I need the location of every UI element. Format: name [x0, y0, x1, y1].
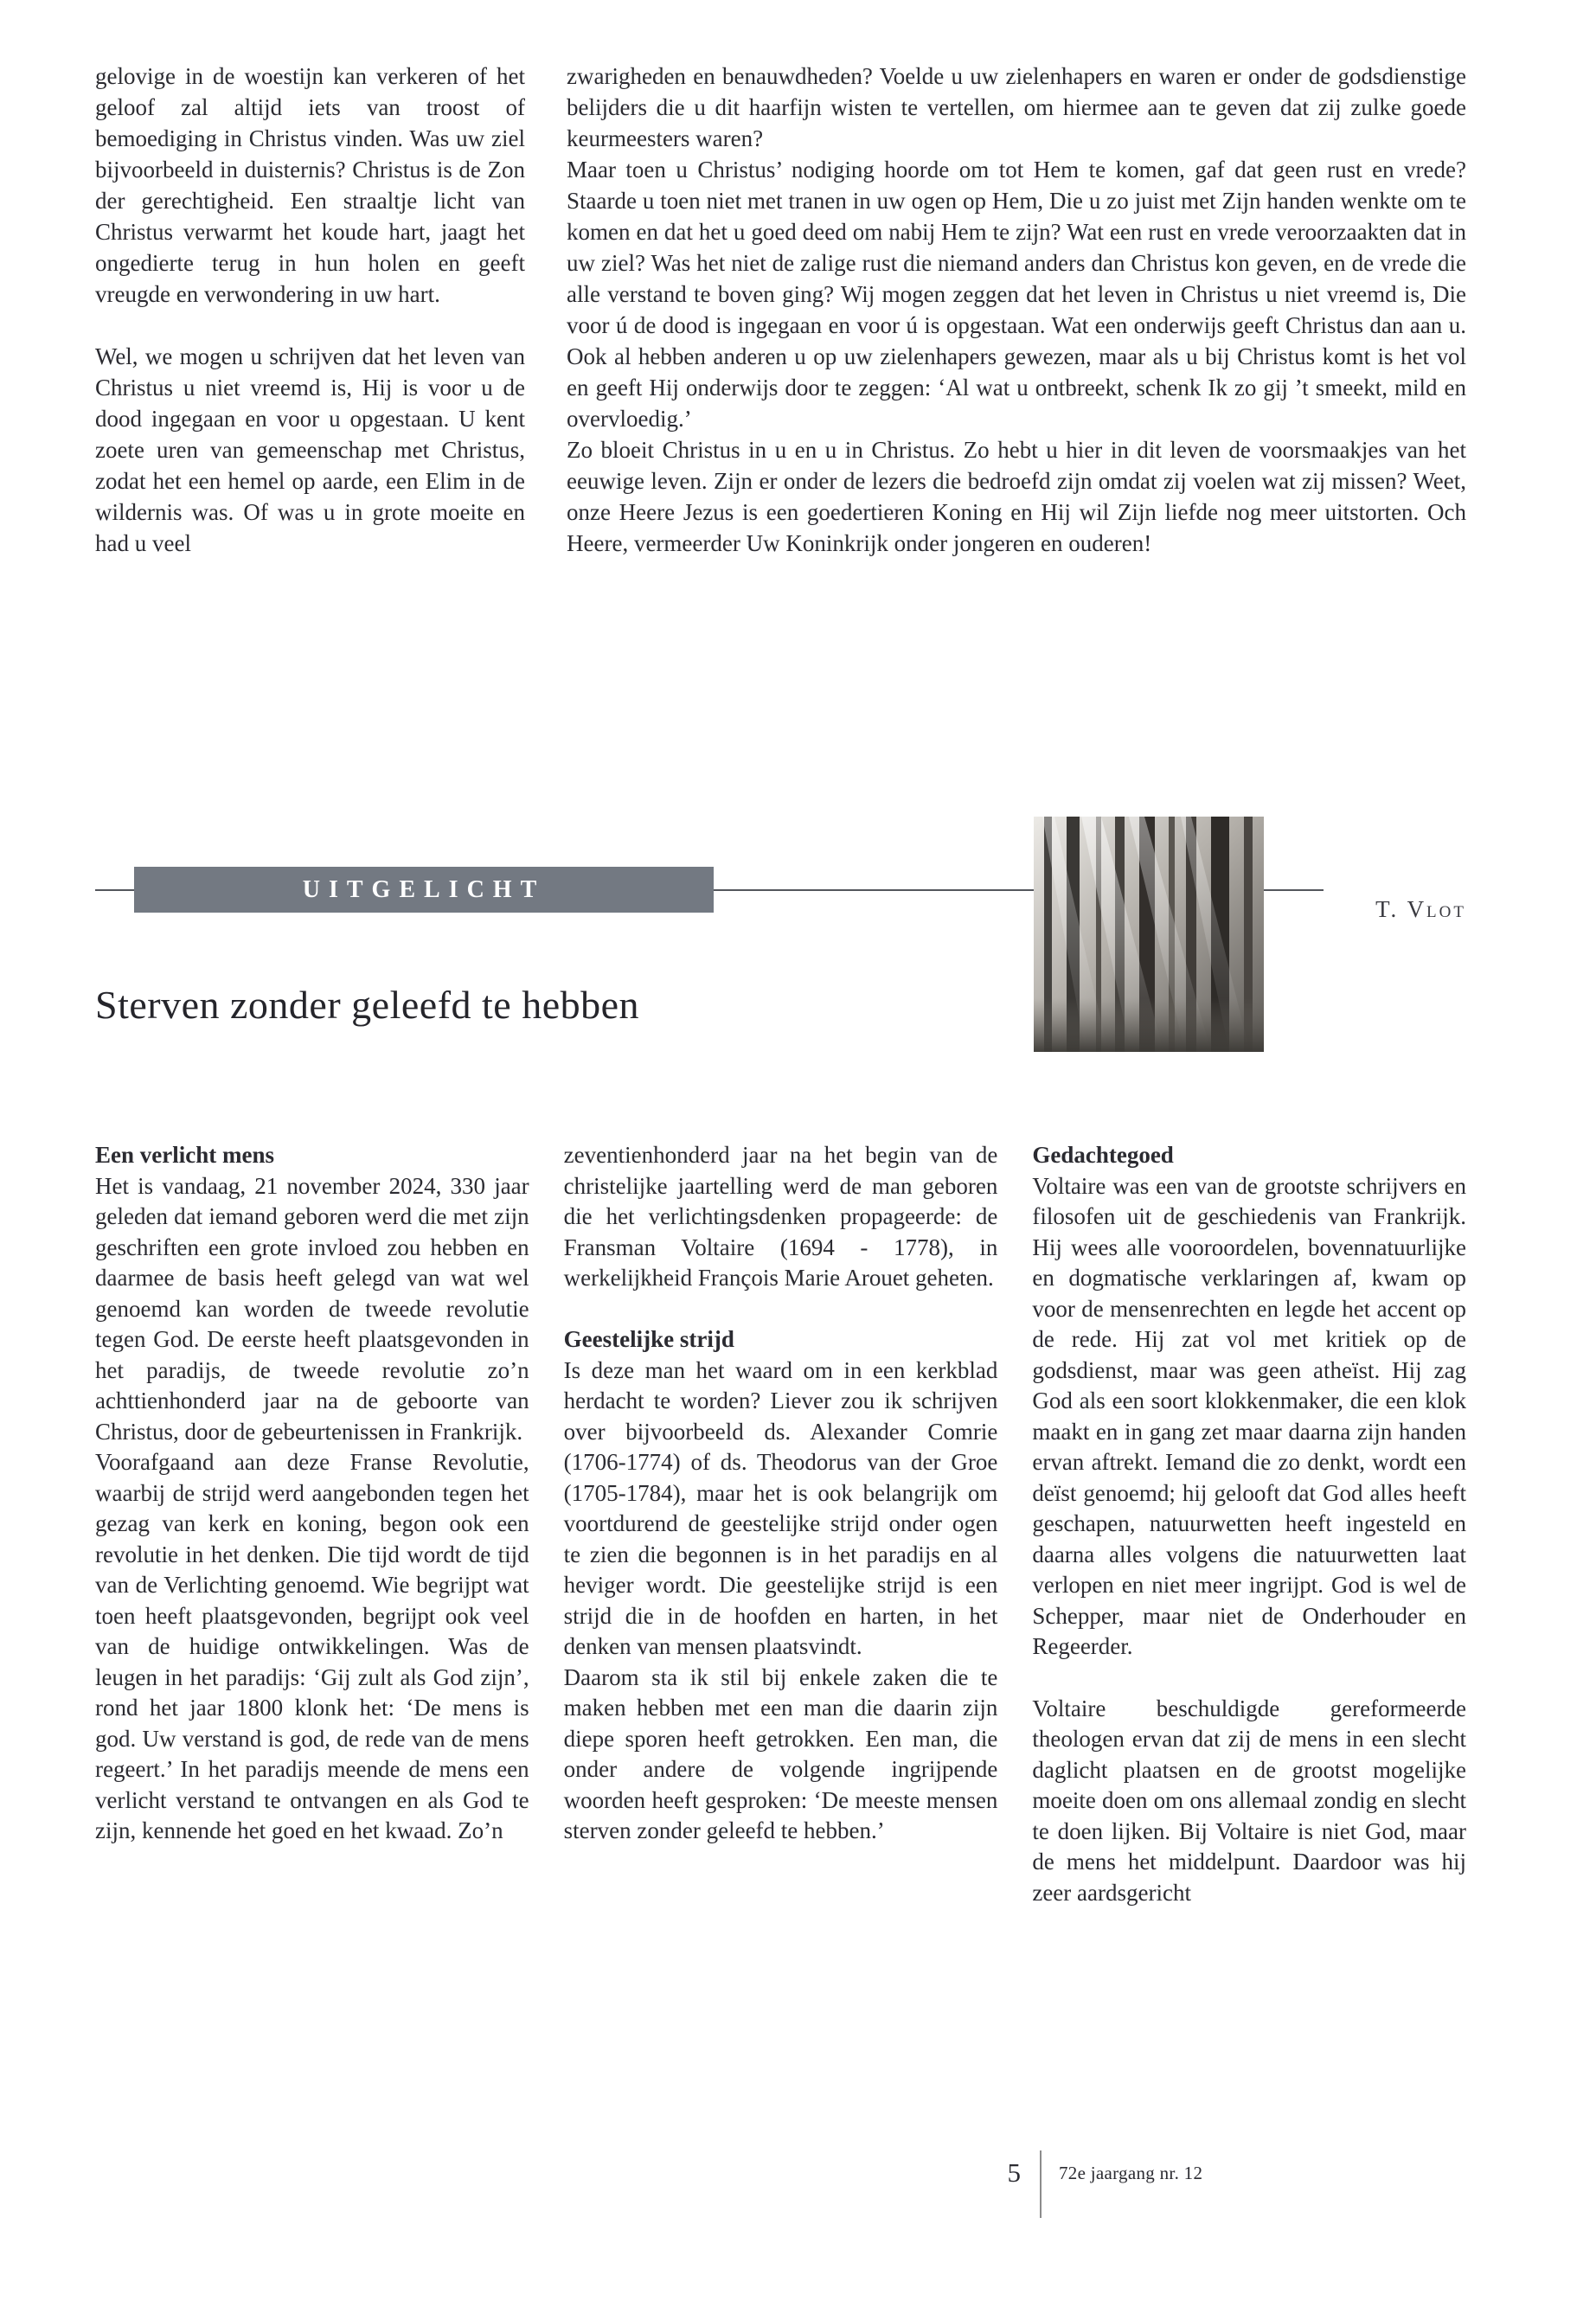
body-column-1 [95, 1140, 529, 1908]
paragraph: gelovige in de woestijn kan verkeren of het geloof zal altijd iets van troost of bemoediging in Christus vinden. Was uw ziel bijvoorbeeld in duisternis? Christus is de Zon der gerechtigheid. Een straaltje licht van Christus verwarmt het koude hart, jaagt het ongedierte terug in hun holen en geeft vreugde en verwondering in uw hart. [95, 63, 525, 307]
forest-sunbeams-photo [1034, 817, 1264, 1052]
paragraph: Zo bloeit Christus in u en u in Christus. Zo hebt u hier in dit leven de voorsmaakjes van het eeuwige leven. Zijn er onder de lezers die bedroefd zijn omdat zij voelen wat zij missen? Weet, onze Heere Jezus is een goedertieren Koning en Hij wil Zijn liefde nog meer uitstorten. Och Heere, vermeerder Uw Koninkrijk onder jongeren en ouderen! [567, 437, 1466, 556]
paragraph: Voltaire was een van de grootste schrijvers en filosofen uit de geschiedenis van Frankrijk. Hij wees alle vooroordelen, bovennatuurlijke en dogmatische verklaringen af, kwam op voor de mensenrechten en legde het accent op de rede. Hij zat vol met kritiek op de godsdienst, maar was geen atheïst. Hij zag God als een soort klokkenmaker, die een klok maakt en in gang zet maar daarna zijn handen ervan aftrekt. Iemand die zo denkt, wordt een deïst genoemd; hij gelooft dat God alles heeft geschapen, natuurwetten heeft ingesteld en daarna alles volgens die natuurwetten laat verlopen en niet meer ingrijpt. God is wel de Schepper, maar niet de Onderhouder en Regeerder. [1032, 1172, 1467, 1659]
intro-right-column [567, 61, 1466, 559]
issue-label: 72e jaargang nr. 12 [1059, 2163, 1203, 2183]
forest-photo-graphic [1034, 817, 1264, 1052]
subheading-geestelijke-strijd: Geestelijke strijd [563, 1326, 734, 1352]
paragraph: Is deze man het waard om in een kerkblad herdacht te worden? Liever zou ik schrijven over bijvoorbeeld ds. Alexander Comrie (1706-1774) of ds. Theodorus van der Groe (1705-1784), maar het is ook belangrijk om voortdurend de geestelijke strijd onder ogen te zien die begonnen is in het paradijs en al heviger wordt. Die geestelijke strijd is een strijd die in de hoofden en harten, in het denken van mensen plaatsvindt. [563, 1356, 998, 1659]
author-name: T. Vlot [1375, 896, 1466, 922]
section-label: UITGELICHT [302, 875, 546, 903]
page-number: 5 [1007, 2157, 1021, 2188]
body-column-3 [1032, 1140, 1466, 1908]
paragraph: Voltaire beschuldigde gereformeerde theologen ervan dat zij de mens in een slecht daglicht plaatsen en de grootst mogelijke moeite doen om ons allemaal zondig en slecht te doen lijken. Bij Voltaire is niet God, maar de mens het middelpunt. Daardoor was hij zeer aardsgericht [1032, 1695, 1467, 1906]
article-title: Sterven zonder geleefd te hebben [95, 983, 640, 1027]
paragraph: Voorafgaand aan deze Franse Revolutie, waarbij de strijd werd aangebonden tegen het gezag van kerk en koning, begon ook een revolutie in het denken. Die tijd wordt de tijd van de Verlichting genoemd. Wie begrijpt wat toen heeft plaatsgevonden, begrijpt ook veel van de huidige ontwikkelingen. Was de leugen in het paradijs: ‘Gij zult als God zijn’, rond het jaar 1800 klonk het: ‘De mens is god. Uw verstand is god, de rede van de mens regeert.’ In het paradijs meende de mens een verlicht verstand te ontvangen en als God te zijn, kennende het goed en het kwaad. Zo’n [95, 1449, 529, 1843]
body-column-2 [564, 1140, 998, 1908]
footer-divider [1040, 2150, 1042, 2218]
intro-left-column [95, 61, 525, 559]
section-label-banner [134, 867, 714, 913]
subheading-een-verlicht-mens: Een verlicht mens [95, 1142, 274, 1168]
paragraph: zeventienhonderd jaar na het begin van de christelijke jaartelling werd de man geboren die het verlichtingsdenken propageerde: de Fransman Voltaire (1694 - 1778), in werkelijkheid François Marie Arouet geheten. [563, 1142, 998, 1291]
paragraph: Het is vandaag, 21 november 2024, 330 jaar geleden dat iemand geboren werd die met zijn geschriften een grote invloed zou hebben en daarmee de basis heeft gelegd van wat wel genoemd kan worden de tweede revolutie tegen God. De eerste heeft plaatsgevonden in het paradijs, de tweede revolutie zo’n achttienhonderd jaar na de geboorte van Christus, door de gebeurtenissen in Frankrijk. [95, 1172, 529, 1445]
intro-article [95, 61, 1466, 559]
paragraph: Wel, we mogen u schrijven dat het leven van Christus u niet vreemd is, Hij is voor u de dood ingegaan en voor u opgestaan. U kent zoete uren van gemeenschap met Christus, zodat het een hemel op aarde, een Elim in de wildernis was. Of was u in grote moeite en had u veel [95, 343, 525, 556]
paragraph: Maar toen u Christus’ nodiging hoorde om tot Hem te komen, gaf dat geen rust en vrede? Staarde u toen niet met tranen in uw ogen op Hem, Die u zo juist met Zijn handen wenkte om te komen en dat het u goed deed om nabij Hem te zijn? Wat een rust en vrede veroorzaakten dat in uw ziel? Was het niet de zalige rust die niemand anders dan Christus kon geven, en de vrede die alle verstand te boven ging? Wij mogen zeggen dat het leven in Christus u niet vreemd is, Die voor ú de dood is ingegaan en voor ú is opgestaan. Wat een onderwijs geeft Christus dan aan u. Ook al hebben anderen u op uw zielenhapers gewezen, maar als u bij Christus komt is het vol en geeft Hij onderwijs door te zeggen: ‘Al wat u ontbreekt, schenk Ik zo gij ’t smeekt, mild en overvloedig.’ [567, 157, 1466, 432]
article-body [95, 1140, 1466, 1908]
subheading-gedachtegoed: Gedachtegoed [1032, 1142, 1174, 1168]
paragraph: Daarom sta ik stil bij enkele zaken die te maken hebben met een man die daarin zijn diepe sporen heeft getrokken. Een man, die onder andere de volgende ingrijpende woorden heeft gesproken: ‘De meeste mensen sterven zonder geleefd te hebben.’ [563, 1663, 998, 1843]
paragraph: zwarigheden en benauwdheden? Voelde u uw zielenhapers en waren er onder de godsdienstige belijders die u dit haarfijn wisten te vertellen, om hiermee aan te geven dat zij zulke goede keurmeesters waren? [567, 63, 1466, 151]
